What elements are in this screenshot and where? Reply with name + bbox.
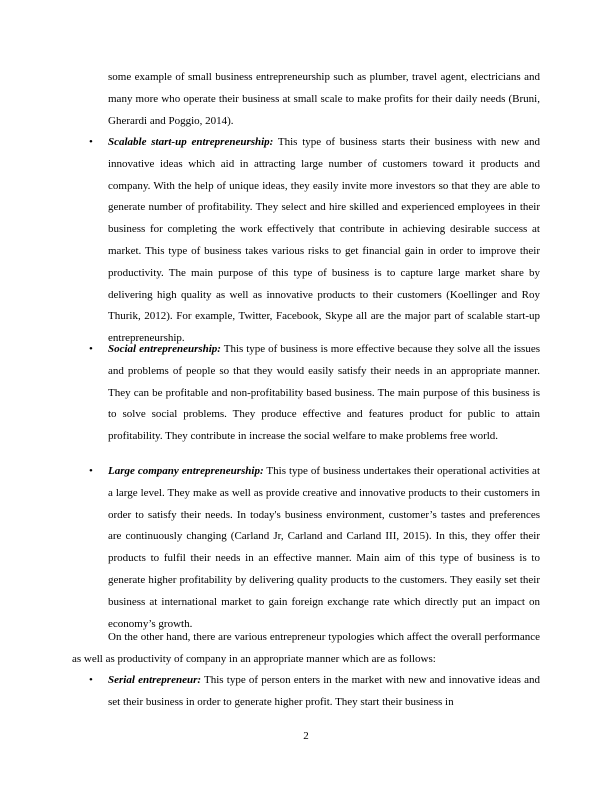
bullet-item-large-company xyxy=(89,461,540,635)
bullet-icon: • xyxy=(89,343,93,355)
bullet-term: Serial entrepreneur: xyxy=(108,674,202,686)
bullet-item-scalable-startup xyxy=(89,132,540,350)
bullet-term: Scalable start-up entrepreneurship: xyxy=(108,136,274,148)
bullet-term: Social entrepreneurship: xyxy=(108,343,221,355)
intro-text: some example of small business entrepreneurship such as plumber, travel agent, electricians and many more who operate their business at small scale to make profits for their daily needs (Bruni, Gherardi and Poggio, 2014). xyxy=(108,71,540,127)
bullet-text: This type of business undertakes their operational activities at a large level. They make as well as provide creative and innovative products to their customers in order to satisfy their needs. In today's business environment, customer’s tastes and preferences are continuously changing (Carland Jr, Carland and Carland III, 2015). In this, they offer their products to fulfil their needs in an effective manner. Main aim of this type of business is to generate higher profitability by delivering quality products to the customers. They easily set their business at international market to gain foreign exchange rate which directly put an impact on economy’s growth. xyxy=(108,465,540,630)
bullet-item-social xyxy=(89,339,540,448)
bullet-item-serial xyxy=(89,670,540,714)
bullet-icon: • xyxy=(89,465,93,477)
bullet-text: This type of business is more effective because they solve all the issues and problems of people so that they would easily satisfy their needs in an appropriate manner. They can be profitable and non-profitability based business. The main purpose of this business is to solve social problems. They produce effective and features product for public to attain profitability. They contribute in increase the social welfare to make problems free world. xyxy=(108,343,540,443)
bullet-icon: • xyxy=(89,674,93,686)
bullet-icon: • xyxy=(89,136,93,148)
bullet-text: This type of business starts their business with new and innovative ideas which aid in attracting large number of customers toward it products and company. With the help of unique ideas, they easily invite more investors so that they are able to generate number of profitability. They select and hire skilled and experienced employees in their business for completing the work effectively that contribute in achieving desirable success at market. This type of business takes various risks to get financial gain in order to improve their productivity. The main purpose of this type of business is to capture large market share by delivering high quality as well as innovative products to their customers (Koellinger and Roy Thurik, 2012). For example, Twitter, Facebook, Skype all are the major part of scalable start-up entrepreneurship. xyxy=(108,136,540,345)
body-paragraph: On the other hand, there are various entrepreneur typologies which affect the overall performance as well as productivity of company in an appropriate manner which are as follows: xyxy=(72,631,540,665)
bullet-term: Large company entrepreneurship: xyxy=(108,465,264,477)
page-number: 2 xyxy=(303,730,309,742)
bullet-text: This type of person enters in the market with new and innovative ideas and set their business in order to generate higher profit. They start their business in xyxy=(108,674,540,708)
